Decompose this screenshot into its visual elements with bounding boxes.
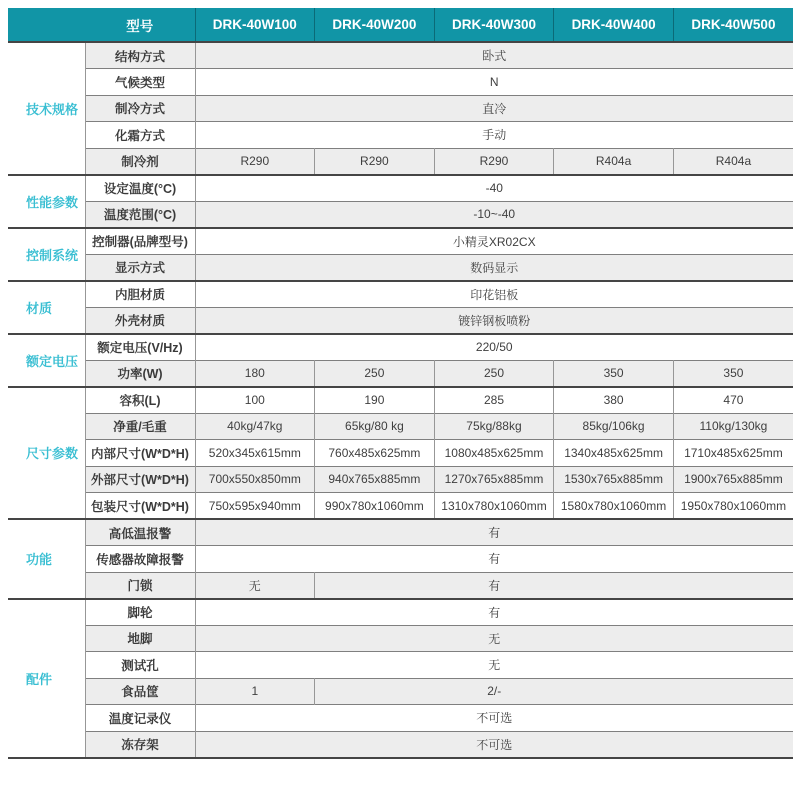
model-column-header: DRK-40W400 — [554, 8, 674, 42]
category-label: 性能参数 — [8, 175, 85, 228]
spec-value: R404a — [554, 148, 674, 175]
table-row — [8, 334, 793, 361]
model-column-header: DRK-40W500 — [673, 8, 793, 42]
spec-value: 380 — [554, 387, 674, 414]
model-column-header: DRK-40W200 — [315, 8, 435, 42]
spec-value: 无 — [195, 572, 315, 599]
spec-value: -40 — [195, 175, 793, 202]
spec-value: 1080x485x625mm — [434, 440, 554, 467]
spec-label: 内部尺寸(W*D*H) — [85, 440, 195, 467]
table-row — [8, 95, 793, 122]
table-body — [8, 42, 793, 758]
spec-value: 卧式 — [195, 42, 793, 69]
spec-label: 传感器故障报警 — [85, 546, 195, 573]
spec-value: R290 — [434, 148, 554, 175]
table-row — [8, 625, 793, 652]
spec-value: 180 — [195, 360, 315, 387]
spec-value: 350 — [673, 360, 793, 387]
spec-value: 250 — [434, 360, 554, 387]
spec-label: 容积(L) — [85, 387, 195, 414]
category-label: 配件 — [8, 599, 85, 758]
table-row — [8, 519, 793, 546]
model-header-label: 型号 — [8, 8, 195, 42]
spec-value: 65kg/80 kg — [315, 413, 435, 440]
spec-value: 印花铝板 — [195, 281, 793, 308]
table-row — [8, 440, 793, 467]
spec-value: 85kg/106kg — [554, 413, 674, 440]
model-column-header: DRK-40W300 — [434, 8, 554, 42]
spec-label: 化霜方式 — [85, 122, 195, 149]
spec-label: 净重/毛重 — [85, 413, 195, 440]
spec-value: 760x485x625mm — [315, 440, 435, 467]
spec-value: 1310x780x1060mm — [434, 493, 554, 520]
spec-value: 不可选 — [195, 731, 793, 758]
spec-value: 无 — [195, 652, 793, 679]
spec-label: 高低温报警 — [85, 519, 195, 546]
spec-label: 食品筐 — [85, 678, 195, 705]
spec-label: 气候类型 — [85, 69, 195, 96]
spec-value: 1710x485x625mm — [673, 440, 793, 467]
table-row — [8, 69, 793, 96]
spec-label: 显示方式 — [85, 254, 195, 281]
spec-table — [8, 8, 793, 759]
spec-value: 有 — [195, 546, 793, 573]
spec-value: 190 — [315, 387, 435, 414]
table-row — [8, 678, 793, 705]
spec-value: R290 — [315, 148, 435, 175]
spec-label: 控制器(品牌型号) — [85, 228, 195, 255]
spec-value: 直冷 — [195, 95, 793, 122]
table-row — [8, 413, 793, 440]
spec-value: 手动 — [195, 122, 793, 149]
spec-value: 不可选 — [195, 705, 793, 732]
table-row — [8, 42, 793, 69]
spec-value: 285 — [434, 387, 554, 414]
spec-label: 功率(W) — [85, 360, 195, 387]
spec-value: 数码显示 — [195, 254, 793, 281]
spec-value: 470 — [673, 387, 793, 414]
model-column-header: DRK-40W100 — [195, 8, 315, 42]
spec-label: 额定电压(V/Hz) — [85, 334, 195, 361]
spec-value: R290 — [195, 148, 315, 175]
table-row — [8, 360, 793, 387]
spec-value: 940x765x885mm — [315, 466, 435, 493]
spec-label: 温度记录仪 — [85, 705, 195, 732]
spec-label: 温度范围(°C) — [85, 201, 195, 228]
spec-label: 地脚 — [85, 625, 195, 652]
category-label: 尺寸参数 — [8, 387, 85, 520]
spec-value: 250 — [315, 360, 435, 387]
spec-value: 75kg/88kg — [434, 413, 554, 440]
table-row — [8, 731, 793, 758]
spec-value: 520x345x615mm — [195, 440, 315, 467]
spec-value: 无 — [195, 625, 793, 652]
table-row — [8, 387, 793, 414]
table-row — [8, 307, 793, 334]
spec-value: 750x595x940mm — [195, 493, 315, 520]
table-row — [8, 228, 793, 255]
category-label: 技术规格 — [8, 42, 85, 175]
spec-label: 制冷剂 — [85, 148, 195, 175]
table-row — [8, 281, 793, 308]
category-label: 控制系统 — [8, 228, 85, 281]
spec-value: 有 — [315, 572, 793, 599]
spec-value: R404a — [673, 148, 793, 175]
table-row — [8, 572, 793, 599]
spec-value: 40kg/47kg — [195, 413, 315, 440]
table-row — [8, 201, 793, 228]
spec-value: 2/- — [315, 678, 793, 705]
table-row — [8, 705, 793, 732]
spec-label: 门锁 — [85, 572, 195, 599]
table-row — [8, 599, 793, 626]
spec-value: 1950x780x1060mm — [673, 493, 793, 520]
spec-label: 外壳材质 — [85, 307, 195, 334]
table-row — [8, 652, 793, 679]
spec-value: 110kg/130kg — [673, 413, 793, 440]
spec-value: 1580x780x1060mm — [554, 493, 674, 520]
table-row — [8, 122, 793, 149]
table-row — [8, 148, 793, 175]
spec-value: 990x780x1060mm — [315, 493, 435, 520]
spec-value: 小精灵XR02CX — [195, 228, 793, 255]
table-row — [8, 254, 793, 281]
spec-label: 结构方式 — [85, 42, 195, 69]
spec-label: 制冷方式 — [85, 95, 195, 122]
table-header — [8, 8, 793, 42]
models-header-row — [8, 8, 793, 42]
table-row — [8, 493, 793, 520]
category-label: 功能 — [8, 519, 85, 599]
category-label: 材质 — [8, 281, 85, 334]
spec-label: 外部尺寸(W*D*H) — [85, 466, 195, 493]
spec-value: 1340x485x625mm — [554, 440, 674, 467]
table-row — [8, 175, 793, 202]
spec-label: 脚轮 — [85, 599, 195, 626]
spec-value: 220/50 — [195, 334, 793, 361]
spec-value: 镀锌钢板喷粉 — [195, 307, 793, 334]
table-row — [8, 466, 793, 493]
spec-label: 测试孔 — [85, 652, 195, 679]
spec-value: 1530x765x885mm — [554, 466, 674, 493]
table-row — [8, 546, 793, 573]
spec-value: 100 — [195, 387, 315, 414]
spec-value: 1270x765x885mm — [434, 466, 554, 493]
spec-value: 有 — [195, 519, 793, 546]
spec-value: 350 — [554, 360, 674, 387]
spec-value: -10~-40 — [195, 201, 793, 228]
category-label: 额定电压 — [8, 334, 85, 387]
spec-table-container — [8, 8, 793, 759]
spec-label: 冻存架 — [85, 731, 195, 758]
spec-value: 700x550x850mm — [195, 466, 315, 493]
spec-value: N — [195, 69, 793, 96]
spec-label: 包装尺寸(W*D*H) — [85, 493, 195, 520]
spec-label: 内胆材质 — [85, 281, 195, 308]
spec-value: 1 — [195, 678, 315, 705]
spec-value: 1900x765x885mm — [673, 466, 793, 493]
spec-label: 设定温度(°C) — [85, 175, 195, 202]
spec-value: 有 — [195, 599, 793, 626]
